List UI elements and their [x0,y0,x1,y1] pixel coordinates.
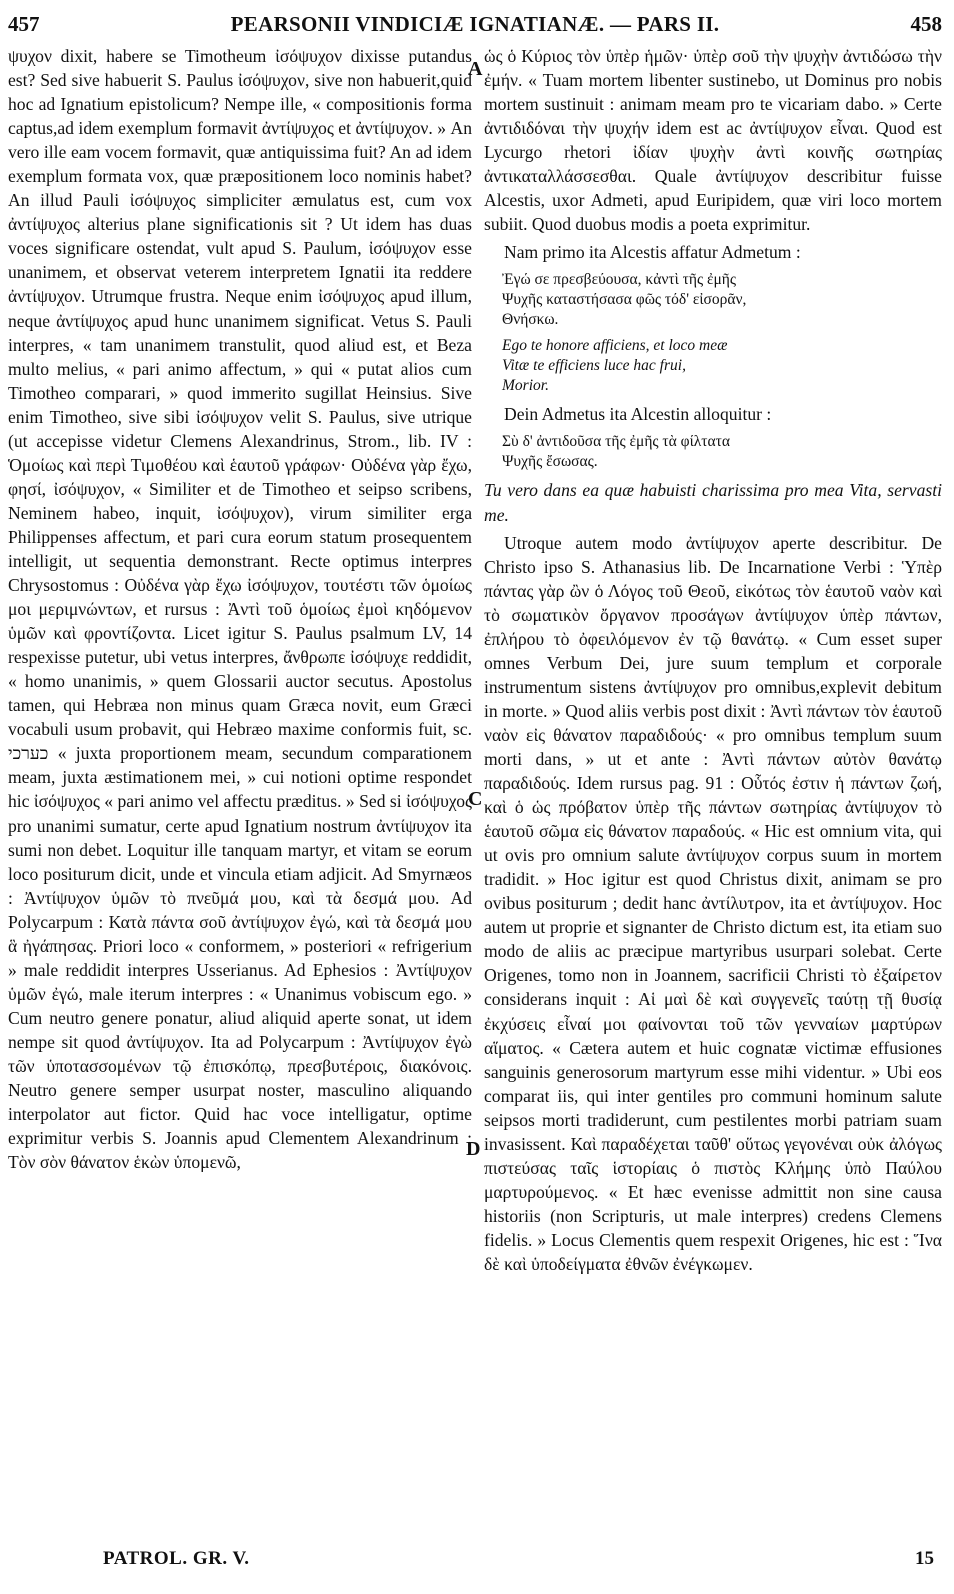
verse-line: Ἐγώ σε πρεσβεύουσα, κἀντὶ τῆς ἐμῆς [502,271,737,289]
greek-verse-2 [502,432,942,472]
left-column [8,44,472,1174]
latin-verse-1 [502,336,942,396]
right-paragraph-3: Dein Admetus ita Alcestin alloquitur : [504,404,772,425]
left-column-text: ψυχον dixit, habere se Timotheum ἰσόψυχον dixisse putandus est? Sed sive habuerit S. Paulus ἰσόψυχον, sive non habuerit,quid hoc ad Ignatium epistolicum? Nempe ille, « compositionis forma captus,ad idem exemplum formavit ἀντίψυχος et ἀντίψυχον. » An vero ille eam vocem formavit, quæ antiquissima fuit? An ad idem exemplum formata vox, quæ præpositionem loco nominis habet? An illud Pauli ἰσόψυχος simpliciter æmulatus est, cum vox ἀντίψυχος alterius plane significationis sit ? Ut idem has duas voces significare ostendat, vult apud S. Paulum, ἰσόψυχον esse unanimem, et observat veterem interpretem Ignatii ita reddere ἀντίψυχον. Utrumque frustra. Neque enim ἰσόψυχος apud illum, neque ἀντίψυχος apud hunc unanimem significat. Vetus S. Pauli interpres, « tam unanimem transtulit, quod aliud est, et Beza multo melius, « pari animo affectum, » qui « putat alios cum Timotheo comparari, » quod immerito sugillat Heinsius. Sive enim Timotheo, sive sibi ἰσόψυχον velit S. Paulus, sive utrique (ut accepisse videtur Clemens Alexandrinus, Strom., lib. IV : Ὁμοίως καὶ περὶ Τιμοθέου καὶ ἑαυτοῦ γράφων· Οὐδένα γὰρ ἔχω, φησί, ἰσόψυχον, « Similiter et de Timotheo et seipso scribens, Neminem habeo, inquit, ἰσόψυχον), virum similiter erga Philippenses affectum, et pari cura eorum statum prosequentem intelligit, ut sequentia demonstrant. Recte optimus interpres Chrysostomus : Οὐδένα γὰρ ἔχω ἰσόψυχον, τουτέστι τῶν ὁμοίως μοι μεριμνώντων, et rursus : Ἀντὶ τοῦ ὁμοίως ἐμοὶ κηδόμενον ὑμῶν καὶ φροντίζοντα. Licet igitur S. Paulus psalmum LV, 14 respexisse putetur, ubi vetus interpres, ἄνθρωπε ἰσόψυχε reddidit, « homo unanimis, » quem Glossarii auctor secutus. Apostolus tamen, qui Hebræa non minus quam Græca novit, eum Græci vocabuli usum probavit, qui Hebræo maxime conformis fuit, sc. כערכי « juxta proportionem meam, secundum comparationem meam, juxta æstimationem mei, » cui notioni optime respondet hic ἰσόψυχος « pari animo vel affectu præditus. » Sed si ἰσόψυχος pro unanimi sumatur, certe apud Ignatium nostrum ἀντίψυχον ita sumi non debet. Loquitur ille tanquam martyr, et vitam se eorum loco positurum dicit, unde et vincula etiam adjicit. Ad Smyrnæos : Ἀντίψυχον ὑμῶν τὸ πνεῦμά μου, καὶ τὰ δεσμά μου. Ad Polycarpum : Κατὰ πάντα σοῦ ἀντίψυχον ἐγώ, καὶ τὰ δεσμά μου ἃ ἠγάπησας. Priori loco « conformem, » posteriori « refrigerium » male reddidit interpres Usserianus. Ad Ephesios : Ἀντίψυχον ὑμῶν ἐγώ, male iterum interpres : « Unanimus vobiscum ego. » Cum neutro genere ponatur, aliud aliquid aperte sonat, ut idem nempe sit quod ἀντίψυχον. Ita ad Polycarpum : Ἀντίψυχον ἐγὼ τῶν ὑποτασσομένων τῷ ἐπισκόπῳ, πρεσβυτέροις, διακόνοις. Neutro genere semper usurpat noster, masculino aliquando interpolator aut fictor. Quid hac voce intelligatur, optime exprimitur verbis S. Joannis apud Clementem Alexandrinum : Τὸν σὸν θάνατον ἑκὼν ὑπομενῶ, [8,46,472,1173]
margin-marker-c: C [468,788,483,810]
verse-line: Ψυχῆς ἔσωσας. [502,453,598,471]
margin-marker-a: A [468,58,483,80]
verse-line: Σὺ δ' ἀντιδοῦσα τῆς ἐμῆς τὰ φίλτατα [502,433,730,451]
running-header [8,12,942,42]
verse-line: Vitæ te efficiens luce hac frui, [502,357,686,375]
right-paragraph-5: Utroque autem modo ἀντίψυχον aperte describitur. De Christo ipso S. Athanasius lib. De Incarnatione Verbi : Ὑπὲρ πάντας γὰρ ὢν ὁ Λόγος τοῦ Θεοῦ, εἰκότως τὸν ἑαυτοῦ ναὸν καὶ τὸ σωματικὸν ὄργανον προσάγων ἀντίψυχον ὑπὲρ πάντων, ἐπλήρου τὸ ὀφειλόμενον ἐν τῷ θανάτῳ. « Cum esset super omnes Verbum Dei, jure suum templum et corporale instrumentum sistens ἀντίψυχον pro omnibus,explevit debitum in morte. » Quod aliis verbis post dixit : Ἀντὶ πάντων τὸν ἑαυτοῦ ναὸν εἰς θάνατον παραδιδούς· « pro omnibus templum suum morti dans, » ut et ante : Ἀντὶ πάντων αὐτὸν θανάτῳ παραδιδούς. Idem rursus pag. 91 : Οὗτός ἐστιν ἡ πάντων ζωή, καὶ ὁ ὡς πρόβατον ὑπὲρ τῆς πάντων σωτηρίας ἀντίψυχον τὸ ἑαυτοῦ σῶμα εἰς θάνατον παραδούς. « Hic est omnium vita, qui ut ovis pro omnium salute ἀντίψυχον corpus suum in mortem tradidit. » Hoc igitur est quod Christus dixit, animam se pro ovibus positurum ; dedit hanc ἀντίλυτρον, ita et ἀντίψυχον. Hoc autem ut proprie et signanter de Christo dictum est, ita etiam suo modo de aliis ac præcipue martyribus usurpari solebat. Certe Origenes, tomo non in Joannem, sacrificii Christi τὸ ἐξαίρετον considerans inquit : Αἱ μαὶ δὲ καὶ συγγενεῖς ταύτῃ τῇ θυσίᾳ ἐκχύσεις εἶναί μοι φαίνονται τοῦ τῶν γενναίων μαρτύρων αἵματος. « Cætera autem et huic cognatæ victimæ effusiones sanguinis generosorum martyrum esse mihi videntur. » Ubi eos comparat iis, qui inter gentiles pro communi hominum salute seipsos morti tradiderunt, cum pestilentes morbi patriam suam invasissent. Καὶ παραδέχεται ταῦθ' οὕτως γεγονέναι οὐκ ἀλόγως πιστεύσας ταῖς ἱστορίαις ὁ πιστὸς Κλήμης ὑπὸ Παύλου μαρτυρούμενος. « Et hæc evenisse admittit non sine causa historiis (non Scripturis, ut male interpres) credens Clemens fidelis. » Locus Clementis quem respexit Origenes, hic est : Ἵνα δὲ καὶ ὑποδείγματα ἐθνῶν ἐνέγκωμεν. [484,532,942,1274]
right-paragraph-2: Nam primo ita Alcestis affatur Admetum : [504,242,801,263]
footer-signature: PATROL. GR. V. [103,1548,250,1569]
verse-line: Ego te honore afficiens, et loco meæ [502,337,728,355]
verse-line: Ψυχῆς καταστήσασα φῶς τόδ' εἰσορᾶν, [502,291,747,309]
margin-marker-d: D [466,1138,481,1160]
right-paragraph-4: Tu vero dans ea quæ habuisti charissima pro mea Vita, servasti me. [484,480,942,525]
page-footer [8,1548,942,1576]
verse-line: Morior. [502,377,549,395]
right-paragraph-1: ὡς ὁ Κύριος τὸν ὑπὲρ ἡμῶν· ὑπὲρ σοῦ τὴν ψυχὴν ἀντιδώσω τὴν ἐμήν. « Tuam mortem libenter sustinebo, ut Dominus pro nobis mortem sustinuit : animam meam pro te vicariam dabo. » Certe ἀντιδιδόναι τὴν ψυχήν idem est ac ἀντίψυχον εἶναι. Quod est Lycurgo rhetori ἰδίαν ψυχὴν ἀντὶ κοινῆς σωτηρίας ἀντικαταλλάσσεσθαι. Quale ἀντίψυχον describitur fuisse Alcestis, uxor Admeti, apud Euripidem, quæ viri loco mortem subiit. Quod duobus modis a poeta exprimitur. [484,46,942,235]
page-number-left: 457 [8,12,40,36]
page-number-right: 458 [910,12,942,36]
greek-verse-1 [502,270,942,330]
footer-sheet-number: 15 [915,1548,934,1569]
running-title: PEARSONII VINDICIÆ IGNATIANÆ. — PARS II. [230,12,720,36]
verse-line: Θνήσκω. [502,311,559,329]
right-column [484,44,942,1276]
